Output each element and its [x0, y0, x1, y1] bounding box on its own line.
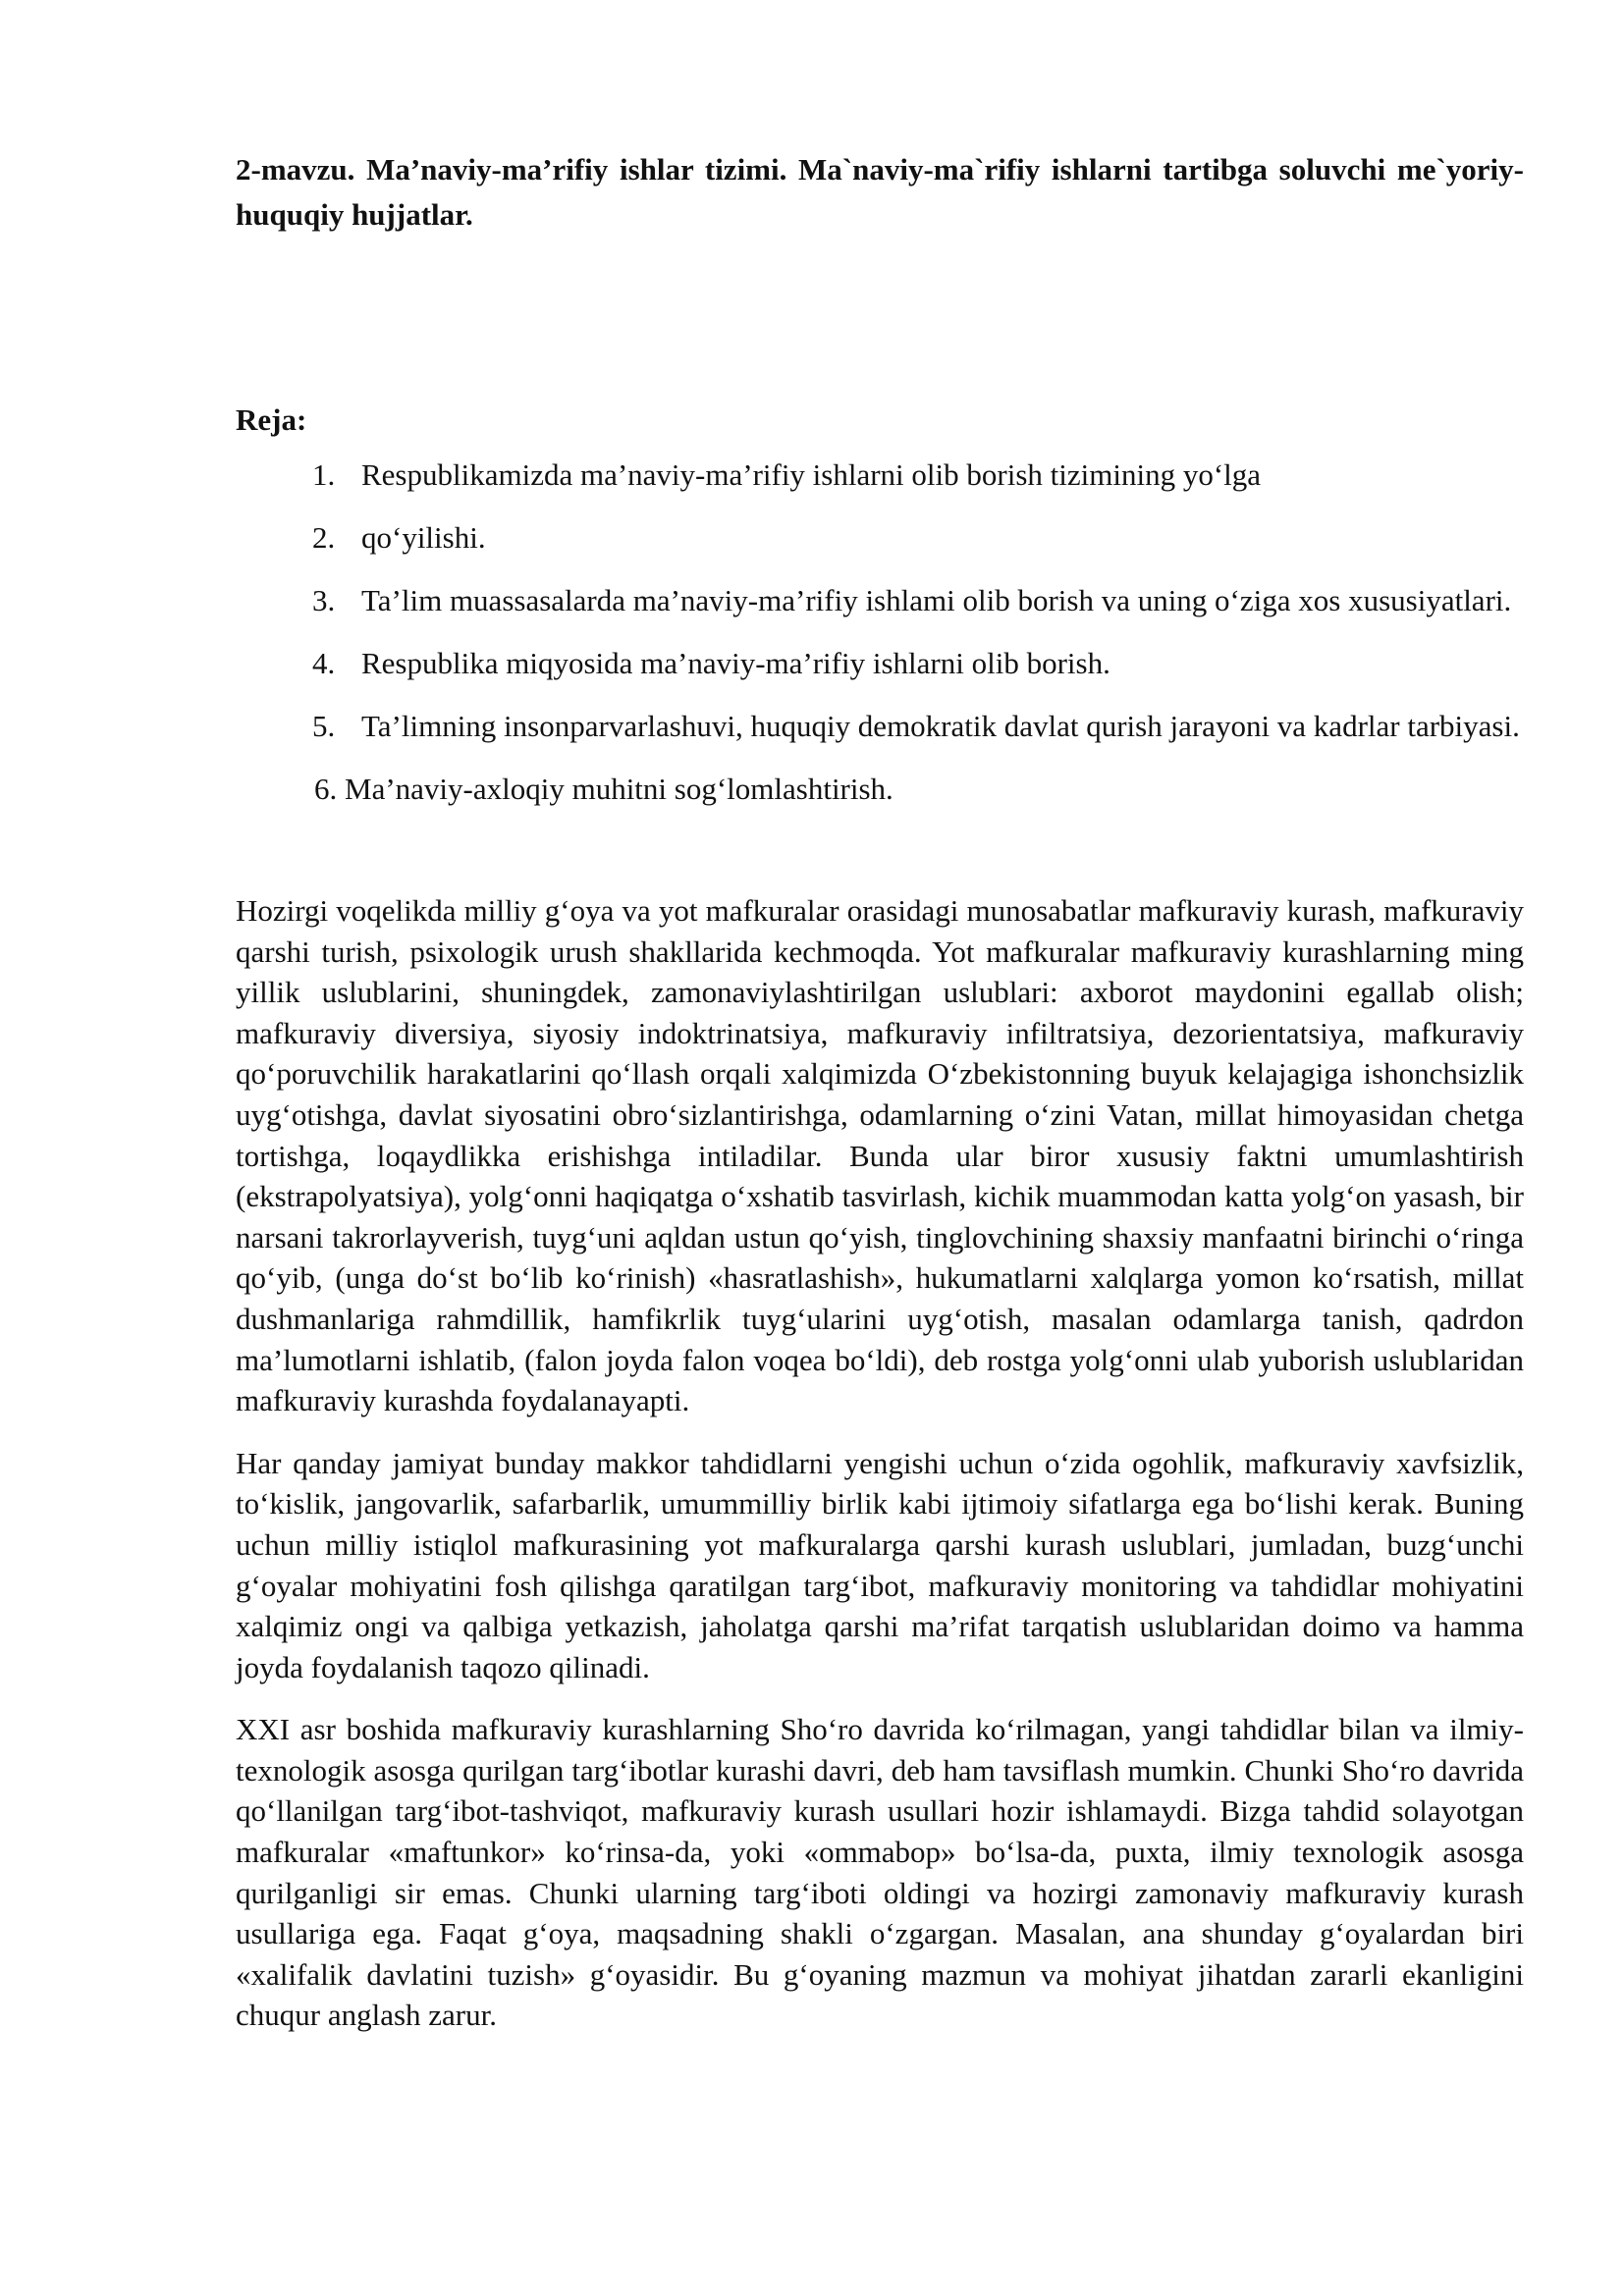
- plan-item-number: 1.: [312, 457, 336, 492]
- plan-item-number: 3.: [312, 583, 336, 617]
- plan-item: [236, 454, 1524, 496]
- plan-heading: Reja:: [236, 402, 307, 437]
- plan-item-text: Ta’lim muassasalarda ma’naviy-ma’rifiy ishlami olib borish va uning o‘ziga xos xususiyatlari.: [361, 583, 1512, 617]
- plan-item-6: 6. Ma’naviy-axloqiy muhitni sog‘lomlashtirish.: [314, 772, 893, 806]
- document-page: [236, 147, 1524, 2057]
- paragraph: Hozirgi voqelikda milliy g‘oya va yot mafkuralar orasidagi munosabatlar mafkuraviy kurash, mafkuraviy qarshi turish, psixologik urush shakllarida kechmoqda. Yot mafkuralar mafkuraviy kurashlarning ming yillik uslublarini, shuningdek, zamonaviylashtirilgan uslublari: axborot maydonini egallab olish; mafkuraviy diversiya, siyosiy indoktrinatsiya, mafkuraviy infiltratsiya, dezorientatsiya, mafkuraviy qo‘poruvchilik harakatlarini qo‘llash orqali xalqimizda O‘zbekistonning buyuk kelajagiga ishonchsizlik uyg‘otishga, davlat siyosatini obro‘sizlantirishga, odamlarning o‘zini Vatan, millat himoyasidan chetga tortishga, loqaydlikka erishishga intiladilar. Bunda ular biror xususiy faktni umumlashtirish (ekstrapolyatsiya), yolg‘onni haqiqatga o‘xshatib tasvirlash, kichik muammodan katta yolg‘on yasash, bir narsani takrorlayverish, tuyg‘uni aqldan ustun qo‘yish, tinglovchining shaxsiy manfaatni birinchi o‘ringa qo‘yib, (unga do‘st bo‘lib ko‘rinish) «hasratlashish», hukumatlarni xalqlarga yomon ko‘rsatish, millat dushmanlariga rahmdillik, hamfikrlik tuyg‘ularini uyg‘otish, masalan odamlarga tanish, qadrdon ma’lumotlarni ishlatib, (falon joyda falon voqea bo‘ldi), deb rostga yolg‘onni ulab yuborish uslublaridan mafkuraviy kurashda foydalanayapti.: [236, 893, 1524, 1418]
- plan-item: [236, 642, 1524, 684]
- plan-item-number: 4.: [312, 646, 336, 680]
- paragraph: XXI asr boshida mafkuraviy kurashlarning Sho‘ro davrida ko‘rilmagan, yangi tahdidlar bilan va ilmiy-texnologik asosga qurilgan targ‘ibotlar kurashi davri, deb ham tavsiflash mumkin. Chunki Sho‘ro davrida qo‘llanilgan targ‘ibot-tashviqot, mafkuraviy kurash usullari hozir ishlamaydi. Bizga tahdid solayotgan mafkuralar «maftunkor» ko‘rinsa-da, yoki «ommabop» bo‘lsa-da, puxta, ilmiy texnologik asosga qurilganligi sir emas. Chunki ularning targ‘iboti oldingi va hozirgi zamonaviy mafkuraviy kurash usullariga ega. Faqat g‘oya, maqsadning shakli o‘zgargan. Masalan, ana shunday g‘oyalardan biri «xalifalik davlatini tuzish» g‘oyasidir. Bu g‘oyaning mazmun va mohiyat jihatdan zararli ekanligini chuqur anglash zarur.: [236, 1712, 1524, 2033]
- plan-item-text: Respublika miqyosida ma’naviy-ma’rifiy ishlarni olib borish.: [361, 646, 1110, 680]
- plan-item-text: Respublikamizda ma’naviy-ma’rifiy ishlarni olib borish tizimining yo‘lga: [361, 457, 1262, 492]
- plan-item-number: 5.: [312, 709, 336, 743]
- plan-item-number: 2.: [312, 520, 336, 555]
- plan-item: [236, 705, 1524, 747]
- plan-item: [236, 516, 1524, 559]
- document-title: 2-mavzu. Ma’naviy-ma’rifiy ishlar tizimi. Ma`naviy-ma`rifiy ishlarni tartibga soluvchi me`yoriy-huquqiy hujjatlar.: [236, 152, 1524, 232]
- body-text: [236, 890, 1524, 2036]
- plan-item: [236, 579, 1524, 621]
- plan-list: [236, 454, 1524, 810]
- plan-item-text: Ta’limning insonparvarlashuvi, huquqiy demokratik davlat qurish jarayoni va kadrlar tarbiyasi.: [361, 709, 1520, 743]
- paragraph: Har qanday jamiyat bunday makkor tahdidlarni yengishi uchun o‘zida ogohlik, mafkuraviy xavfsizlik, to‘kislik, jangovarlik, safarbarlik, umummilliy birlik kabi ijtimoiy sifatlarga ega bo‘lishi kerak. Buning uchun milliy istiqlol mafkurasining yot mafkuralarga qarshi kurash uslublari, jumladan, buzg‘unchi g‘oyalar mohiyatini fosh qilishga qaratilgan targ‘ibot, mafkuraviy monitoring va tahdidlar mohiyatini xalqimiz ongi va qalbiga yetkazish, jaholatga qarshi ma’rifat tarqatish uslublaridan doimo va hamma joyda foydalanish taqozo qilinadi.: [236, 1445, 1524, 1684]
- plan-item-text: qo‘yilishi.: [361, 520, 486, 555]
